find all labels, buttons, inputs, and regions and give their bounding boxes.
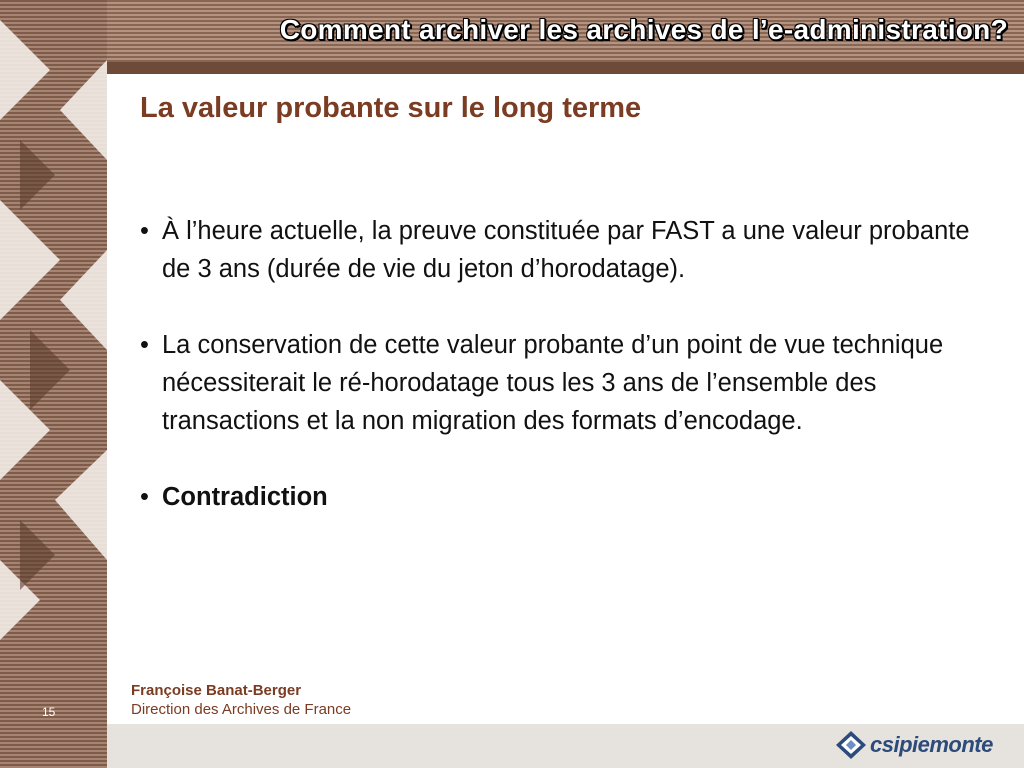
presentation-title: Comment archiver les archives de l’e-administration? bbox=[279, 14, 1008, 45]
slide-title: La valeur probante sur le long terme bbox=[140, 92, 642, 124]
bullet-item bbox=[140, 326, 1002, 440]
bullet-text: Contradiction bbox=[162, 483, 328, 511]
bullet-text: La conservation de cette valeur probante d’un point de vue technique nécessiterait le ré-horodatage tous les 3 ans de l’ensemble des transactions et la non migration des formats d’encodage. bbox=[162, 331, 944, 435]
author-name: Françoise Banat-Berger bbox=[131, 682, 302, 699]
organization-name: Direction des Archives de France bbox=[131, 701, 352, 718]
left-decorative-band bbox=[0, 0, 107, 768]
page-number: 15 bbox=[42, 705, 56, 719]
header-divider bbox=[107, 62, 1024, 74]
bullet-list bbox=[140, 212, 1002, 554]
bullet-item bbox=[140, 478, 1002, 516]
bullet-text: À l’heure actuelle, la preuve constituée par FAST a une valeur probante de 3 ans (durée de vie du jeton d’horodatage). bbox=[162, 217, 970, 283]
bullet-dot: • bbox=[140, 483, 149, 511]
bullet-dot: • bbox=[140, 217, 149, 245]
logo-diamond-icon bbox=[836, 731, 866, 759]
bullet-item bbox=[140, 212, 1002, 288]
band-pattern bbox=[0, 0, 107, 768]
logo-text: csipiemonte bbox=[870, 732, 993, 757]
csipiemonte-logo bbox=[836, 730, 1006, 760]
bullet-dot: • bbox=[140, 331, 149, 359]
